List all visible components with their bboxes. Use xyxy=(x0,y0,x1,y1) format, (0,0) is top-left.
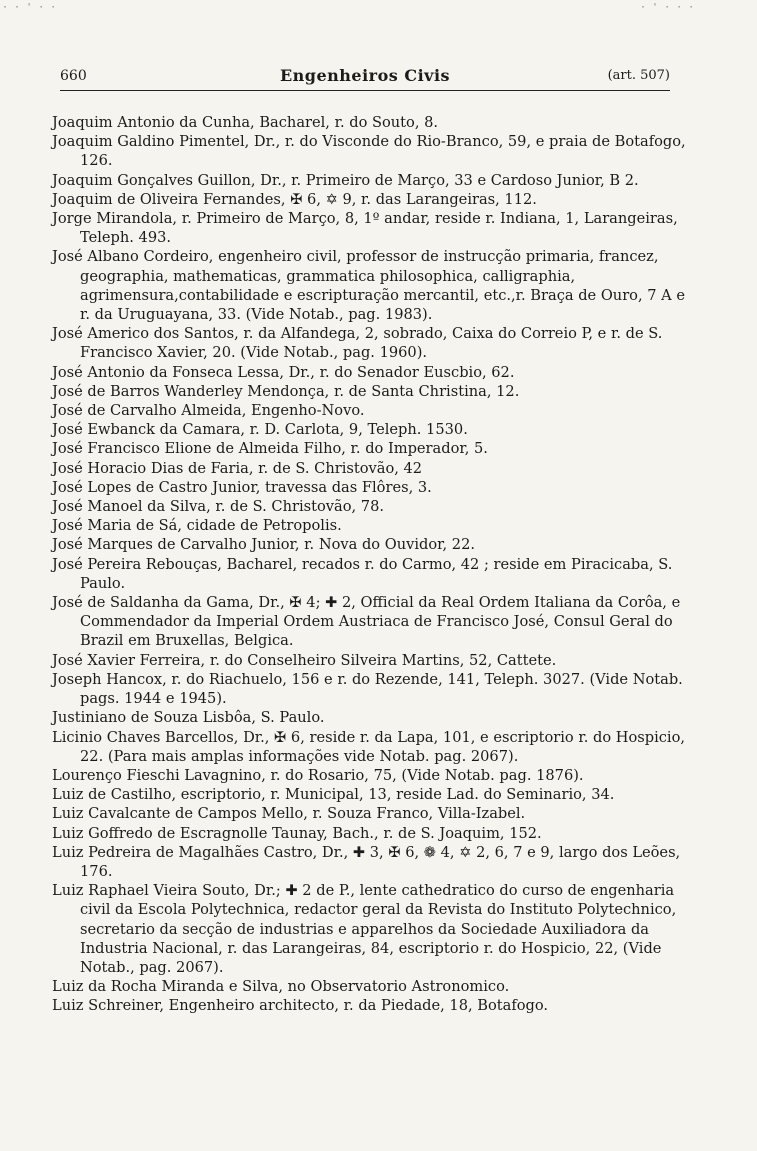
entry-list xyxy=(52,113,692,1016)
list-item: José Lopes de Castro Junior, travessa das Flôres, 3. xyxy=(52,478,432,496)
page-number: 660 xyxy=(60,68,87,84)
list-item: Joseph Hancox, r. do Riachuelo, 156 e r. do Rezende, 141, Teleph. 3027. (Vide Notab. pags. 1944 e 1945). xyxy=(52,670,683,708)
article-reference: (art. 507) xyxy=(607,68,670,83)
list-item: José Albano Cordeiro, engenheiro civil, professor de instrucção primaria, francez, geographia, mathematicas, grammatica philosophica, calligraphia, agrimensura,contabilidade e escripturação mercantil, etc.,r. Braça de Ouro, 7 A e r. da Uruguayana, 33. (Vide Notab., pag. 1983). xyxy=(52,248,685,324)
list-item: José Pereira Rebouças, Bacharel, recados r. do Carmo, 42 ; reside em Piracicaba, S. Paulo. xyxy=(52,555,673,592)
list-item: José de Saldanha da Gama, Dr., ✠ 4; ✚ 2, Official da Real Ordem Italiana da Corôa, e Commendador da Imperial Ordem Austriaca de Francisco José, Consul Geral do Brazil em Bruxellas, Belgica. xyxy=(52,594,681,650)
list-item: José Antonio da Fonseca Lessa, Dr., r. do Senador Euscbio, 62. xyxy=(52,363,515,381)
list-item: Luiz Schreiner, Engenheiro architecto, r. da Piedade, 18, Botafogo. xyxy=(52,997,549,1015)
list-item: Jorge Mirandola, r. Primeiro de Março, 8, 1º andar, reside r. Indiana, 1, Larangeiras, Teleph. 493. xyxy=(52,210,678,247)
list-item: Luiz Raphael Vieira Souto, Dr.; ✚ 2 de P., lente cathedratico do curso de engenharia civil da Escola Polytechnica, redactor geral da Revista do Instituto Polytechnico, secretario da secção de industrias e apparelhos da Sociedade Auxiliadora da Industria Nacional, r. das Larangeiras, 84, escriptorio r. do Hospicio, 22, (Vide Notab., pag. 2067). xyxy=(52,882,677,976)
list-item: José de Barros Wanderley Mendonça, r. de Santa Christina, 12. xyxy=(52,382,520,400)
page-title: Engenheiros Civis xyxy=(279,66,451,85)
list-item: José Francisco Elione de Almeida Filho, r. do Imperador, 5. xyxy=(52,440,488,458)
bleed-through-marks: · · ' · · xyxy=(2,2,57,13)
list-item: Licinio Chaves Barcellos, Dr., ✠ 6, reside r. da Lapa, 101, e escriptorio r. do Hospicio, 22. (Para mais amplas informações vide Notab. pag. 2067). xyxy=(52,728,686,765)
list-item: Joaquim de Oliveira Fernandes, ✠ 6, ✡ 9, r. das Larangeiras, 112. xyxy=(52,190,537,208)
list-item: Luiz Pedreira de Magalhães Castro, Dr., ✚ 3, ✠ 6, ❁ 4, ✡ 2, 6, 7 e 9, largo dos Leões, 176. xyxy=(52,843,681,880)
page-header xyxy=(60,64,670,91)
list-item: Luiz Cavalcante de Campos Mello, r. Souza Franco, Villa-Izabel. xyxy=(52,805,526,823)
list-item: Joaquim Gonçalves Guillon, Dr., r. Primeiro de Março, 33 e Cardoso Junior, B 2. xyxy=(52,171,639,189)
list-item: José Maria de Sá, cidade de Petropolis. xyxy=(52,517,342,535)
list-item: Luiz de Castilho, escriptorio, r. Municipal, 13, reside Lad. do Seminario, 34. xyxy=(52,786,615,804)
list-item: José Xavier Ferreira, r. do Conselheiro Silveira Martins, 52, Cattete. xyxy=(52,651,557,669)
list-item: José de Carvalho Almeida, Engenho-Novo. xyxy=(52,402,365,420)
list-item: Luiz Goffredo de Escragnolle Taunay, Bach., r. de S. Joaquim, 152. xyxy=(52,824,542,842)
list-item: Joaquim Galdino Pimentel, Dr., r. do Visconde do Rio-Branco, 59, e praia de Botafogo, 126. xyxy=(52,133,686,170)
list-item: Lourenço Fieschi Lavagnino, r. do Rosario, 75, (Vide Notab. pag. 1876). xyxy=(52,766,584,784)
list-item: Luiz da Rocha Miranda e Silva, no Observatorio Astronomico. xyxy=(52,978,510,996)
list-item: Joaquim Antonio da Cunha, Bacharel, r. do Souto, 8. xyxy=(52,114,439,131)
list-item: José Americo dos Santos, r. da Alfandega, 2, sobrado, Caixa do Correio P, e r. de S. Francisco Xavier, 20. (Vide Notab., pag. 1960). xyxy=(52,325,663,362)
list-item: José Manoel da Silva, r. de S. Christovão, 78. xyxy=(52,498,384,516)
bleed-through-marks: · ' · · · xyxy=(640,2,695,13)
list-item: Justiniano de Souza Lisbôa, S. Paulo. xyxy=(52,709,325,727)
list-item: José Horacio Dias de Faria, r. de S. Christovão, 42 xyxy=(52,459,423,477)
list-item: José Marques de Carvalho Junior, r. Nova do Ouvidor, 22. xyxy=(52,536,475,554)
list-item: José Ewbanck da Camara, r. D. Carlota, 9, Teleph. 1530. xyxy=(52,421,468,439)
